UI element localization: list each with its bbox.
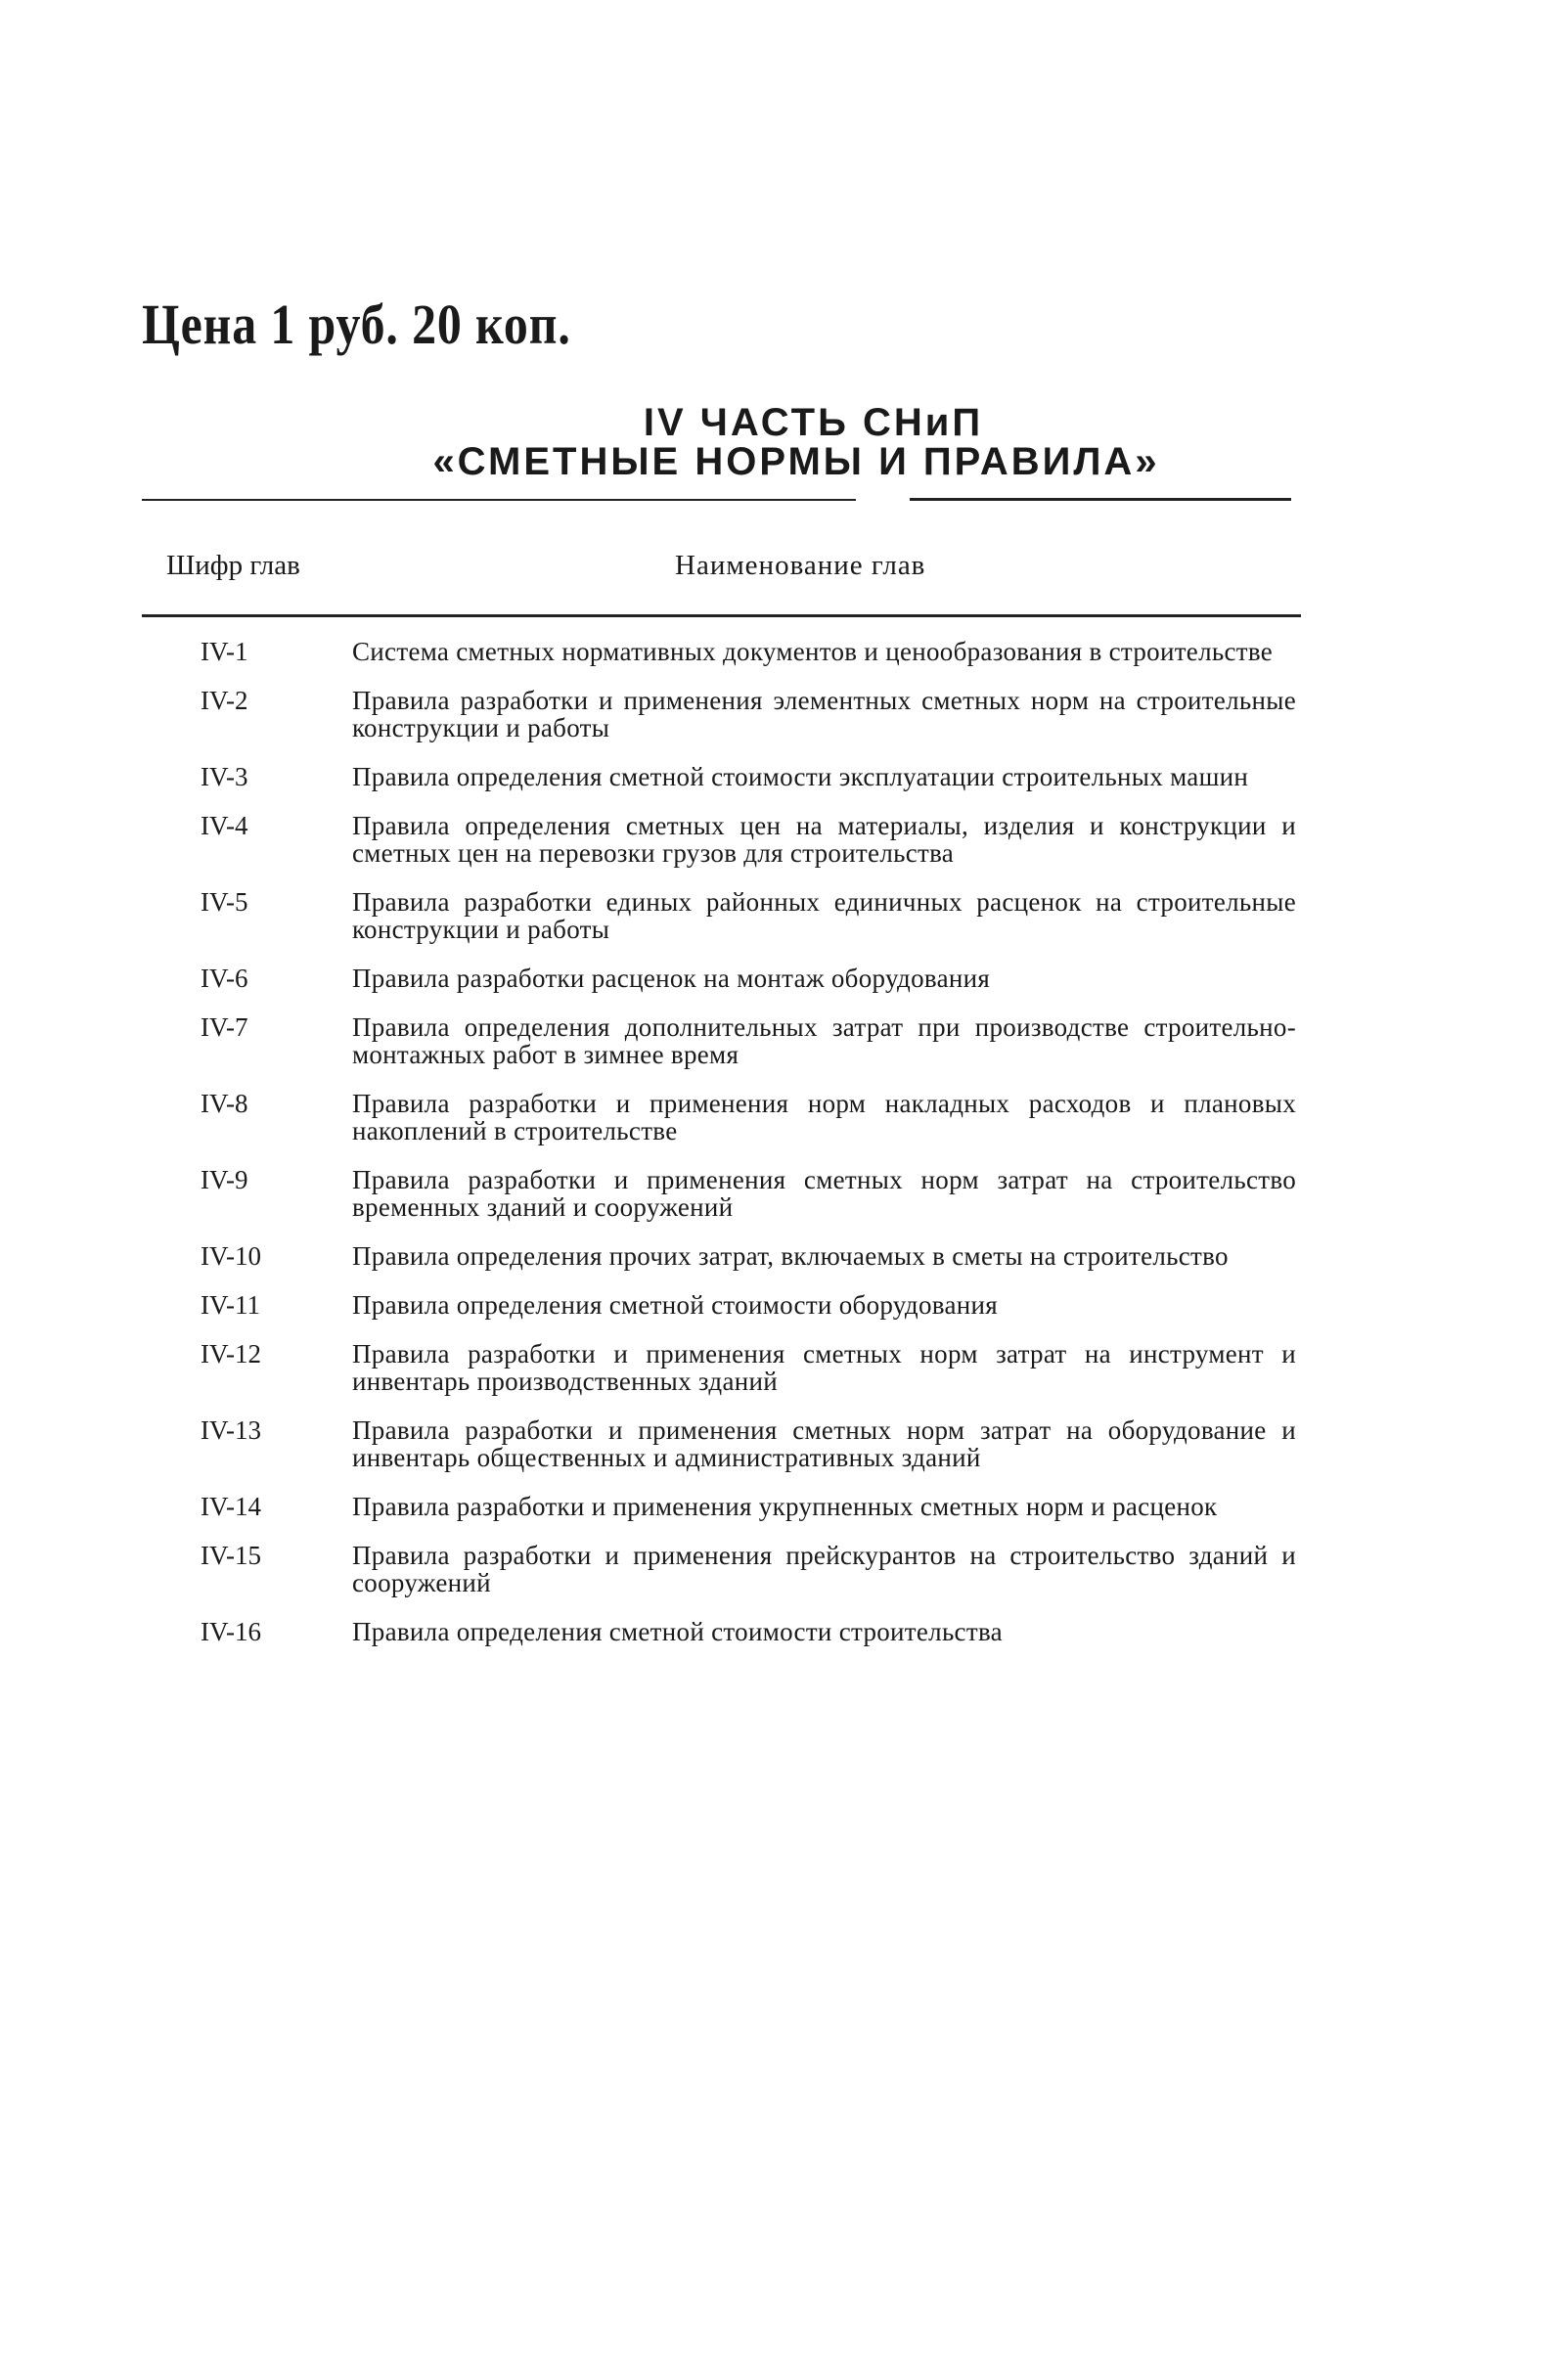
table-row (0, 1542, 1568, 1596)
chapter-name: Система сметных нормативных документов и ценообразования в строительстве (352, 637, 1274, 666)
title-divider-left (142, 499, 856, 501)
table-row (0, 763, 1568, 790)
chapter-code: IV-6 (201, 964, 248, 993)
table-row (0, 638, 1568, 665)
chapter-code: IV-12 (201, 1339, 262, 1369)
table-row (0, 1416, 1568, 1471)
chapter-name: Правила определения прочих затрат, включаемых в сметы на строительство (352, 1241, 1229, 1271)
table-row (0, 1340, 1568, 1395)
chapter-name: Правила разработки и применения прейскурантов на строительство зданий и сооружений (352, 1541, 1296, 1597)
chapter-name: Правила определения сметных цен на материалы, изделия и конструкции и сметных цен на перевозки грузов для строительства (352, 811, 1296, 868)
chapter-code: IV-8 (201, 1089, 248, 1118)
table-row (0, 1291, 1568, 1319)
chapter-code: IV-10 (201, 1241, 262, 1271)
chapter-code: IV-3 (201, 762, 248, 791)
table-row (0, 812, 1568, 867)
chapter-code: IV-7 (201, 1012, 248, 1042)
chapter-name: Правила разработки и применения сметных норм затрат на оборудование и инвентарь общественных и административных зданий (352, 1415, 1296, 1472)
chapter-name: Правила определения дополнительных затрат при производстве строительно-монтажных работ в зимнее время (352, 1012, 1296, 1069)
chapter-code: IV-4 (201, 811, 248, 840)
chapter-name: Правила определения сметной стоимости строительства (352, 1617, 1003, 1646)
table-row (0, 687, 1568, 741)
chapter-name: Правила определения сметной стоимости эксплуатации строительных машин (352, 762, 1249, 791)
chapter-code: IV-16 (201, 1617, 262, 1646)
chapter-code: IV-13 (201, 1415, 262, 1445)
chapter-code: IV-9 (201, 1165, 248, 1194)
table-row (0, 1493, 1568, 1520)
table-row (0, 965, 1568, 992)
column-header-name: Наименование глав (675, 550, 926, 581)
table-row (0, 1618, 1568, 1645)
chapter-name: Правила разработки расценок на монтаж оборудования (352, 964, 991, 993)
part-title: IV ЧАСТЬ СНиП (643, 401, 984, 444)
chapter-name: Правила определения сметной стоимости оборудования (352, 1290, 998, 1320)
table-row (0, 1242, 1568, 1270)
table-row (0, 1013, 1568, 1068)
column-header-code: Шифр глав (166, 550, 300, 581)
chapter-code: IV-1 (201, 637, 248, 666)
title-divider-right (910, 498, 1291, 501)
chapter-list (0, 638, 1568, 1667)
chapter-name: Правила разработки единых районных единичных расценок на строительные конструкции и работы (352, 887, 1296, 944)
chapter-code: IV-11 (201, 1290, 261, 1320)
chapter-name: Правила разработки и применения норм накладных расходов и плановых накоплений в строительстве (352, 1089, 1296, 1145)
chapter-name: Правила разработки и применения сметных норм затрат на строительство временных зданий и сооружений (352, 1165, 1296, 1222)
table-row (0, 1166, 1568, 1221)
header-divider (142, 614, 1301, 617)
chapter-name: Правила разработки и применения укрупненных сметных норм и расценок (352, 1492, 1218, 1521)
chapter-code: IV-15 (201, 1541, 262, 1570)
chapter-code: IV-2 (201, 686, 248, 715)
chapter-name: Правила разработки и применения элементных сметных норм на строительные конструкции и работы (352, 686, 1296, 742)
chapter-code: IV-5 (201, 887, 248, 917)
table-row (0, 888, 1568, 943)
table-row (0, 1090, 1568, 1145)
chapter-code: IV-14 (201, 1492, 262, 1521)
price-label: Цена 1 руб. 20 коп. (142, 292, 571, 356)
chapter-name: Правила разработки и применения сметных норм затрат на инструмент и инвентарь производственных зданий (352, 1339, 1296, 1396)
part-subtitle: «СМЕТНЫЕ НОРМЫ И ПРАВИЛА» (432, 440, 1160, 483)
